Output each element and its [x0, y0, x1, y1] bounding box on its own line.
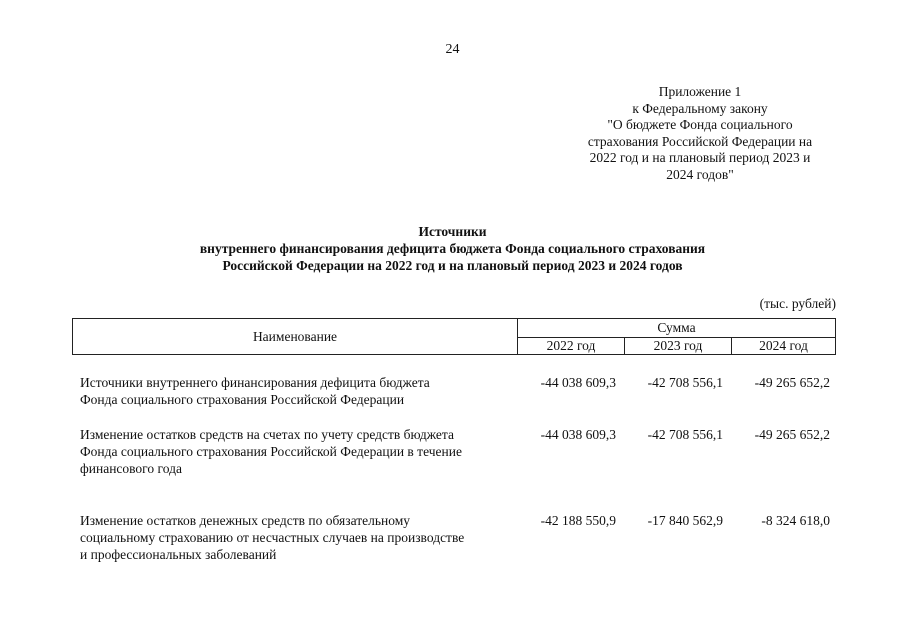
header-name: Наименование — [73, 319, 518, 354]
title-line: Российской Федерации на 2022 год и на плановый период 2023 и 2024 годов — [222, 258, 683, 273]
row-value-2024: -49 265 652,2 — [754, 427, 830, 442]
row-name-line: Изменение остатков средств на счетах по учету средств бюджета — [80, 427, 454, 442]
table-header — [72, 318, 836, 355]
row-value-2023: -42 708 556,1 — [647, 427, 723, 442]
row-name — [80, 374, 520, 408]
row-value-2022: -42 188 550,9 — [540, 513, 616, 528]
title-line: Источники — [418, 224, 487, 239]
row-name-line: социальному страхованию от несчастных случаев на производстве — [80, 530, 465, 545]
header-year-2024: 2024 год — [759, 338, 808, 353]
header-sum: Сумма — [518, 319, 835, 338]
row-name-line: финансового года — [80, 461, 182, 476]
row-value-2023: -42 708 556,1 — [647, 375, 723, 390]
row-name — [80, 512, 520, 563]
row-name-line: и профессиональных заболеваний — [80, 547, 277, 562]
appendix-line: страхования Российской Федерации на — [587, 133, 813, 149]
row-value-2024: -8 324 618,0 — [761, 513, 830, 528]
row-name-line: Фонда социального страхования Российской Федерации — [80, 392, 405, 407]
row-name — [80, 426, 520, 477]
appendix-line: к Федеральному закону — [632, 100, 768, 116]
units-label: (тыс. рублей) — [759, 296, 836, 311]
row-value-2023: -17 840 562,9 — [647, 513, 723, 528]
appendix-block — [560, 84, 840, 183]
row-name-line: Источники внутреннего финансирования дефицита бюджета — [80, 375, 430, 390]
appendix-line: 2024 годов" — [666, 166, 734, 182]
document-title — [0, 223, 905, 274]
header-year-2023: 2023 год — [625, 338, 732, 354]
page-number: 24 — [445, 42, 460, 57]
appendix-line: Приложение 1 — [658, 84, 742, 99]
appendix-line: "О бюджете Фонда социального — [607, 117, 793, 132]
row-value-2024: -49 265 652,2 — [754, 375, 830, 390]
header-year-2022: 2022 год — [518, 338, 625, 354]
row-value-2022: -44 038 609,3 — [540, 427, 616, 442]
appendix-line: 2022 год и на плановый период 2023 и — [589, 150, 811, 165]
title-line: внутреннего финансирования дефицита бюджета Фонда социального страхования — [199, 241, 706, 256]
row-name-line: Фонда социального страхования Российской Федерации в течение — [80, 444, 462, 459]
row-name-line: Изменение остатков денежных средств по обязательному — [80, 513, 411, 528]
row-value-2022: -44 038 609,3 — [540, 375, 616, 390]
